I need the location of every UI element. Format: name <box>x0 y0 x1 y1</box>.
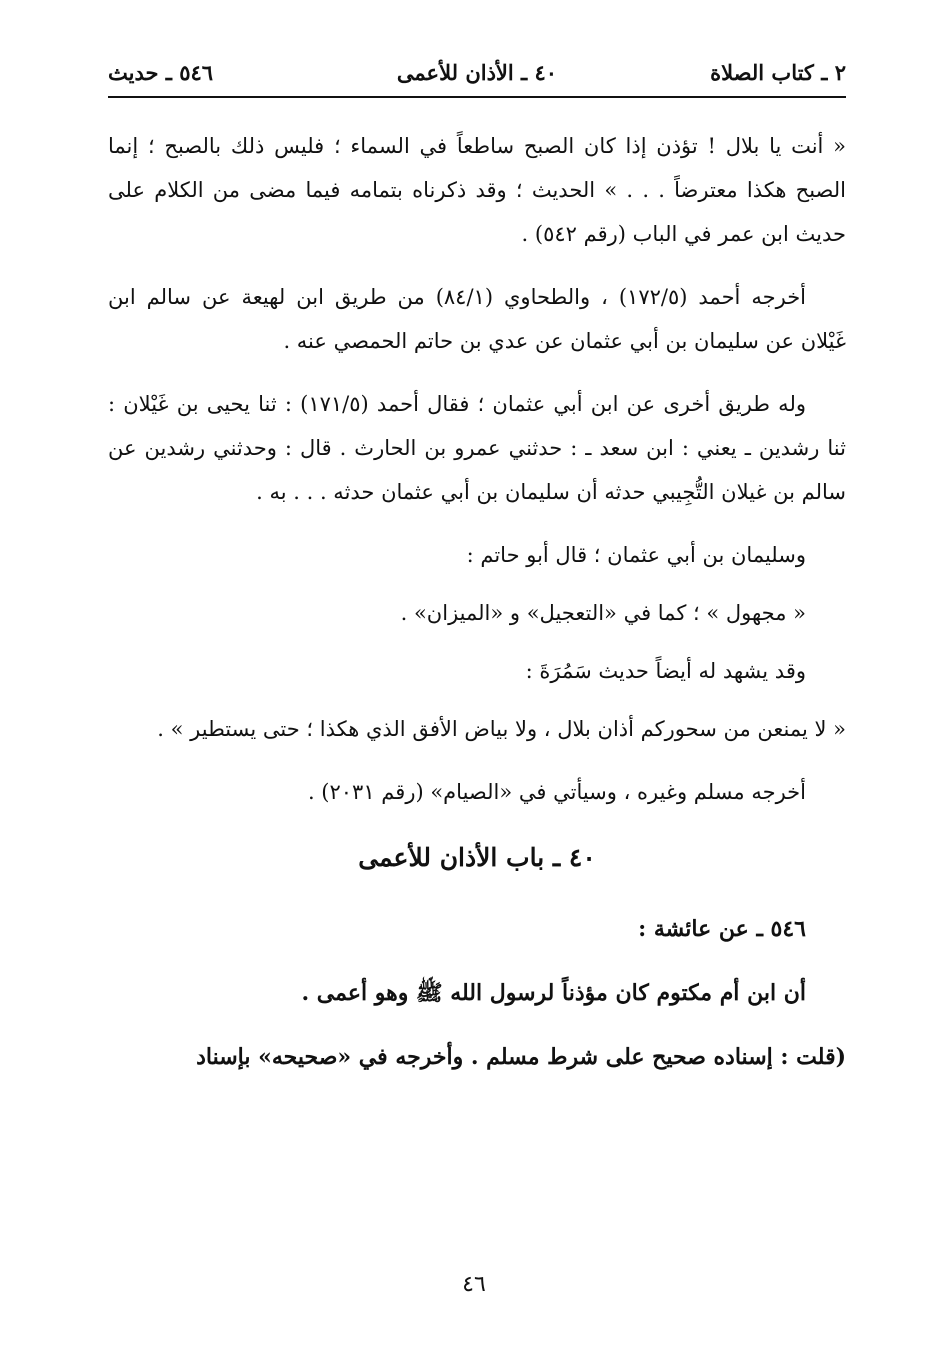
running-header <box>108 56 846 98</box>
paragraph-sulayman: وسليمان بن أبي عثمان ؛ قال أبو حاتم : <box>466 543 806 567</box>
paragraph-takhrij-ahmad: أخرجه أحمد (١٧٢/٥) ، والطحاوي (٨٤/١) من طريق ابن لهيعة عن سالم ابن غَيْلان عن سليمان بن أبي عثمان عن عدي بن حاتم الحمصي عنه . <box>108 285 846 353</box>
header-book-title: ٢ ـ كتاب الصلاة <box>710 60 846 85</box>
hadith-text: أن ابن أم مكتوم كان مؤذناً لرسول الله ﷺ وهو أعمى . <box>301 980 806 1006</box>
header-chapter-title: ٤٠ ـ الأذان للأعمى <box>396 60 558 85</box>
paragraph-hadith-quote: « أنت يا بلال ! تؤذن إذا كان الصبح ساطعاً في السماء ؛ فليس ذلك بالصبح ؛ إنما الصبح هكذا معترضاً . . . » الحديث ؛ وقد ذكرناه بتمامه فيما مضى من الكلام على حديث ابن عمر في الباب (رقم ٥٤٢) . <box>108 134 846 246</box>
header-hadith-number: ٥٤٦ ـ حديث <box>108 60 214 85</box>
paragraph-majhul: « مجهول » ؛ كما في «التعجيل» و «الميزان» . <box>400 601 806 625</box>
page-number: ٤٦ <box>462 1272 486 1297</box>
paragraph-muslim-takhrij: أخرجه مسلم وغيره ، وسيأتي في «الصيام» (رقم ٢٠٣١) . <box>307 780 806 804</box>
paragraph-other-route: وله طريق أخرى عن ابن أبي عثمان ؛ فقال أحمد (١٧١/٥) : ثنا يحيى بن غَيْلان : ثنا رشدين ـ يعني : ابن سعد ـ : حدثني عمرو بن الحارث . قال : وحدثني رشدين عن سالم بن غيلان التُّجِيبي حدثه أن سليمان بن أبي عثمان حدثه . . . به . <box>108 392 846 504</box>
page-body <box>108 124 846 1098</box>
paragraph-shahid-samura: وقد يشهد له أيضاً حديث سَمُرَةَ : <box>525 659 806 683</box>
hadith-number-line: ٥٤٦ ـ عن عائشة : <box>638 916 806 942</box>
author-comment: (قلت : إسناده صحيح على شرط مسلم . وأخرجه في «صحيحه» بإسناد <box>196 1044 846 1070</box>
chapter-heading: ٤٠ ـ باب الأذان للأعمى <box>358 843 596 872</box>
paragraph-samura-hadith: « لا يمنعن من سحوركم أذان بلال ، ولا بياض الأفق الذي هكذا ؛ حتى يستطير » . <box>157 717 846 741</box>
